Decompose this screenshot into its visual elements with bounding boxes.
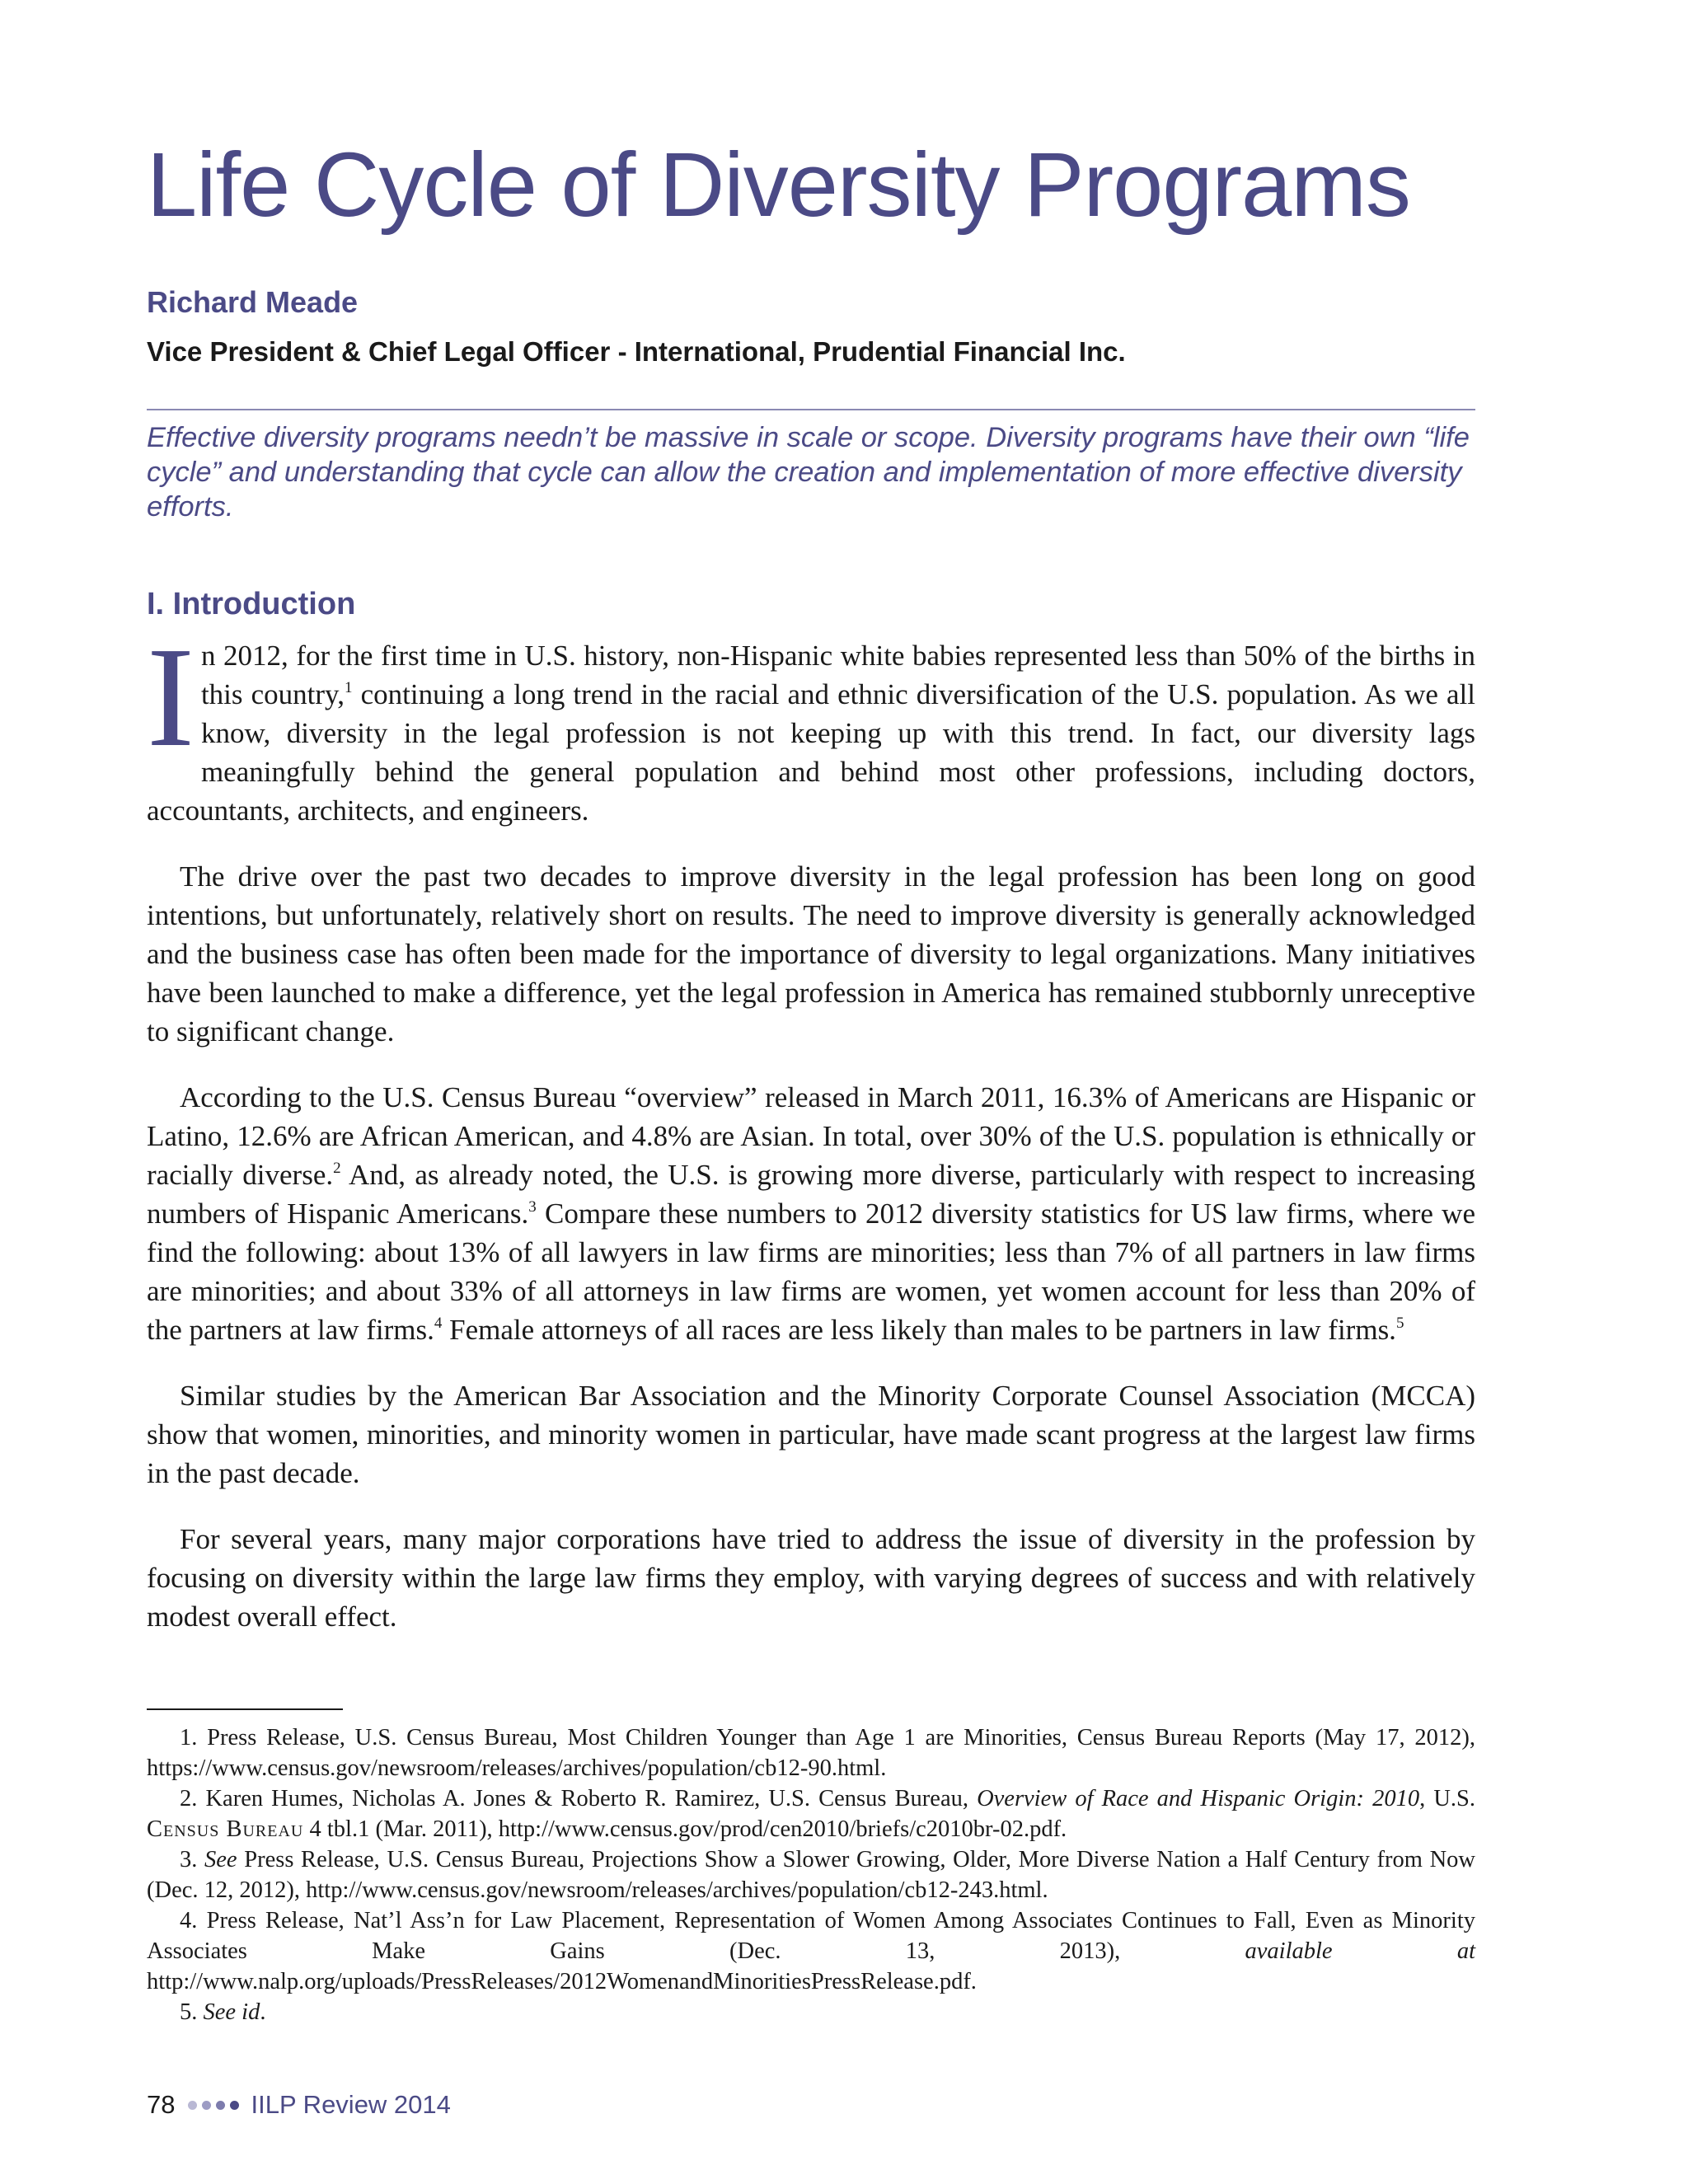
body-text <box>147 617 1475 1663</box>
paragraph-3-text-d: Female attorneys of all races are less likely than males to be partners in law firms. <box>442 1314 1396 1346</box>
paragraph-5: For several years, many major corporations have tried to address the issue of diversity in the profession by focusing on diversity within the large law firms they employ, with varying degrees of success and with relatively modest overall effect. <box>147 1523 1475 1633</box>
footnote-3 <box>147 1844 1475 1905</box>
paragraph-1 <box>147 617 1475 830</box>
footer-dot-icon <box>202 2101 211 2110</box>
footnote-4 <box>147 1905 1475 1997</box>
header-divider <box>147 409 1475 410</box>
section-heading: I. Introduction <box>147 587 356 621</box>
page-footer <box>147 2088 451 2121</box>
footnote-1: 1. Press Release, U.S. Census Bureau, Most Children Younger than Age 1 are Minorities, Census Bureau Reports (May 17, 2012), https://www.census.gov/newsroom/releases/archives/population/cb12-90.html. <box>147 1725 1475 1781</box>
paragraph-1-text-b: continuing a long trend in the racial and ethnic diversification of the U.S. population. As we all know, diversity in the legal profession is not keeping up with this trend. In fact, our diversity lags meaningfully behind the general population and behind most other professions, including doctors, accountants, architects, and engineers. <box>147 678 1475 827</box>
abstract: Effective diversity programs needn’t be massive in scale or scope. Diversity programs have their own “life cycle” and understanding that cycle can allow the creation and implementation of more effective diversity efforts. <box>147 422 1470 523</box>
footnote-3-text-a: 3. <box>180 1847 205 1872</box>
footer-dot-icon <box>188 2101 197 2110</box>
footnote-4-text-b: http://www.nalp.org/uploads/PressReleases/2012WomenandMinoritiesPressRelease.pdf. <box>147 1969 977 1994</box>
paragraph-3-text-c: Compare these numbers to 2012 diversity statistics for US law firms, where we find the following: about 13% of all lawyers in law firms are minorities; less than 7% of all partners in law firms are minorities; and about 33% of all attorneys in law firms are women, yet women account for less than 20% of the partners at law firms. <box>147 1197 1475 1346</box>
footnote-2-smallcaps: Census Bureau <box>147 1816 304 1842</box>
article-title: Life Cycle of Diversity Programs <box>147 134 1410 236</box>
paragraph-3-text-b: And, as already noted, the U.S. is growing more diverse, particularly with respect to increasing numbers of Hispanic Americans. <box>147 1159 1475 1230</box>
footnotes <box>147 1722 1475 2027</box>
footnote-3-text-b: Press Release, U.S. Census Bureau, Projections Show a Slower Growing, Older, More Diverse Nation a Half Century from Now (Dec. 12, 2012), http://www.census.gov/newsroom/releases/archives/population/cb12-243.html. <box>147 1847 1475 1903</box>
footnote-ref-1[interactable]: 1 <box>345 679 353 696</box>
footnote-ref-2[interactable]: 2 <box>333 1160 341 1177</box>
footnote-ref-4[interactable]: 4 <box>434 1315 443 1332</box>
footnote-2-text-b: , U.S. <box>1419 1786 1476 1811</box>
footnote-2 <box>147 1783 1475 1844</box>
paragraph-3-text-a: According to the U.S. Census Bureau “overview” released in March 2011, 16.3% of Americans are Hispanic or Latino, 12.6% are African American, and 4.8% are Asian. In total, over 30% of the U.S. population is ethnically or racially diverse. <box>147 1081 1475 1191</box>
paragraph-4: Similar studies by the American Bar Association and the Minority Corporate Counsel Association (MCCA) show that women, minorities, and minority women in particular, have made scant progress at the largest law firms in the past decade. <box>147 1380 1475 1489</box>
footnote-ref-3[interactable]: 3 <box>528 1198 537 1216</box>
footer-dot-icon <box>230 2101 239 2110</box>
footnote-5-italic: See id <box>203 1999 260 2025</box>
journal-name: IILP Review 2014 <box>251 2090 451 2119</box>
paragraph-2: The drive over the past two decades to improve diversity in the legal profession has been long on good intentions, but unfortunately, relatively short on results. The need to improve diversity is generally acknowledged and the business case has often been made for the importance of diversity to legal organizations. Many initiatives have been launched to make a difference, yet the legal profession in America has remained stubbornly unreceptive to significant change. <box>147 860 1475 1047</box>
footnote-4-italic: available at <box>1245 1938 1475 1964</box>
footnote-2-text-c: 4 tbl.1 (Mar. 2011), http://www.census.gov/prod/cen2010/briefs/c2010br-02.pdf. <box>303 1816 1067 1842</box>
footnote-5-text-a: 5. <box>180 1999 204 2025</box>
footnote-divider <box>147 1708 343 1710</box>
footnote-2-text-a: 2. Karen Humes, Nicholas A. Jones & Roberto R. Ramirez, U.S. Census Bureau, <box>180 1786 978 1811</box>
author-name: Richard Meade <box>147 285 359 319</box>
footnote-3-italic: See <box>204 1847 237 1872</box>
paragraph-3 <box>147 1078 1475 1349</box>
footnote-4-text-a: 4. Press Release, Nat’l Ass’n for Law Placement, Representation of Women Among Associates Continues to Fall, Even as Minority Associates Make Gains (Dec. 13, 2013), <box>147 1908 1475 1964</box>
drop-cap: I <box>147 617 195 776</box>
footnote-ref-5[interactable]: 5 <box>1395 1315 1404 1332</box>
footnote-5 <box>147 1997 1475 2027</box>
author-affiliation: Vice President & Chief Legal Officer - International, Prudential Financial Inc. <box>147 336 1126 367</box>
page-number: 78 <box>147 2090 176 2119</box>
footnote-2-italic: Overview of Race and Hispanic Origin: 2010 <box>977 1786 1420 1811</box>
paragraph-1-text-a: n 2012, for the first time in U.S. history, non-Hispanic white babies represented less than 50% of the births in this country, <box>200 640 1475 710</box>
footer-dot-icon <box>216 2101 225 2110</box>
footnote-5-text-b: . <box>260 1999 266 2025</box>
